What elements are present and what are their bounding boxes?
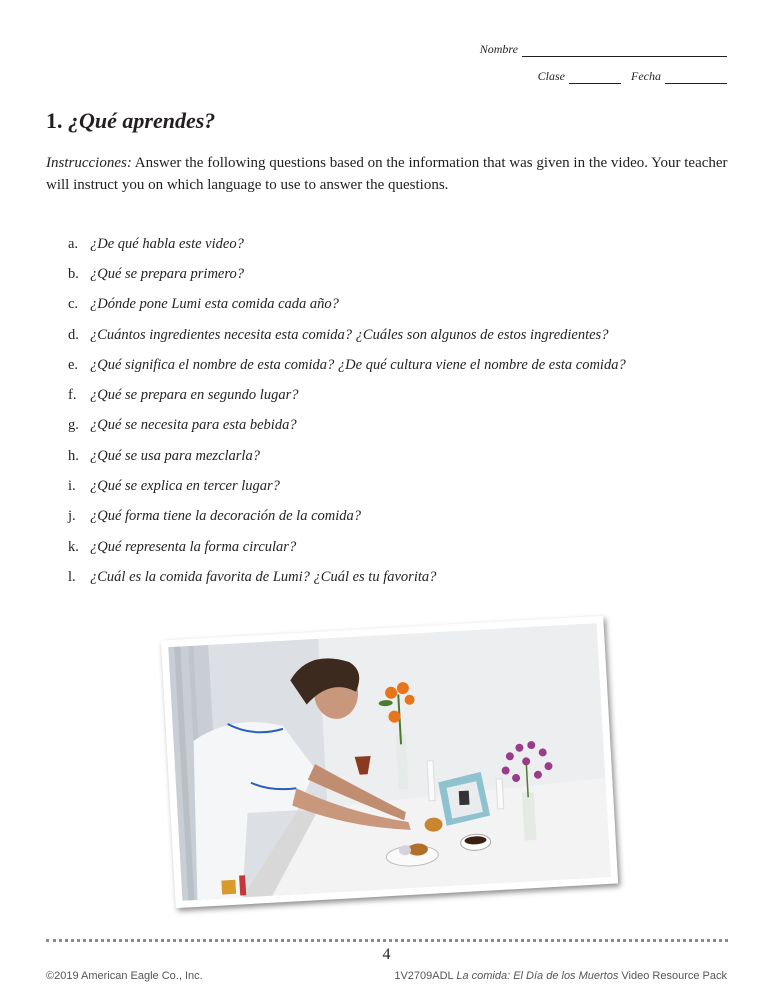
altar-photo-illustration [168, 623, 611, 901]
question-text: ¿De qué habla este video? [90, 235, 244, 252]
question-text: ¿Cuál es la comida favorita de Lumi? ¿Cuál es tu favorita? [90, 568, 437, 585]
question-item [68, 350, 748, 380]
question-letter: i. [68, 478, 76, 495]
question-text: ¿Qué se prepara en segundo lugar? [90, 387, 299, 404]
product-code: 1V2709ADL [394, 970, 457, 982]
page-number: 4 [382, 946, 391, 963]
question-text: ¿Cuántos ingredientes necesita esta comida? ¿Cuáles son algunos de estos ingredientes? [90, 326, 609, 343]
question-letter: f. [68, 387, 77, 404]
question-item [68, 441, 748, 471]
question-item [68, 380, 748, 410]
question-text: ¿Qué se usa para mezclarla? [90, 447, 260, 464]
question-letter: l. [68, 568, 76, 585]
date-label: Fecha [631, 69, 661, 83]
question-text: ¿Qué se necesita para esta bebida? [90, 417, 297, 434]
altar-photo [168, 623, 611, 901]
question-text: ¿Qué forma tiene la decoración de la comida? [90, 508, 362, 525]
question-item [68, 259, 748, 289]
question-text: ¿Qué se explica en tercer lugar? [90, 478, 280, 495]
question-text: ¿Qué significa el nombre de esta comida? ¿De qué cultura viene el nombre de esta comida? [90, 356, 626, 373]
question-item [68, 562, 748, 592]
class-blank[interactable] [569, 71, 621, 84]
question-letter: c. [68, 296, 79, 313]
footer-divider [46, 939, 728, 942]
question-text: ¿Dónde pone Lumi esta comida cada año? [90, 296, 339, 313]
question-letter: b. [68, 265, 79, 282]
photo-frame [161, 616, 618, 908]
question-item [68, 320, 748, 350]
product-line [394, 970, 727, 982]
section-title-text: ¿Qué aprendes? [68, 108, 216, 133]
question-item [68, 471, 748, 501]
question-letter: d. [68, 326, 79, 343]
instructions [46, 152, 736, 196]
question-letter: g. [68, 417, 79, 434]
product-title: La comida: El Día de los Muertos [456, 970, 619, 982]
class-label: Clase [537, 69, 566, 83]
section-title [46, 108, 215, 134]
question-item [68, 290, 748, 320]
instructions-label: Instrucciones: [46, 155, 132, 171]
question-letter: h. [68, 447, 79, 464]
product-suffix: Video Resource Pack [618, 970, 727, 982]
question-text: ¿Qué se prepara primero? [90, 265, 244, 282]
question-item [68, 502, 748, 532]
question-letter: a. [68, 235, 79, 252]
section-number: 1. [46, 108, 63, 133]
name-field-row [427, 42, 727, 57]
question-list [68, 229, 748, 593]
copyright: ©2019 American Eagle Co., Inc. [46, 970, 203, 982]
class-date-row [427, 69, 727, 84]
question-item [68, 411, 748, 441]
question-item [68, 532, 748, 562]
question-letter: e. [68, 356, 79, 373]
date-blank[interactable] [665, 71, 727, 84]
question-letter: k. [68, 538, 79, 555]
question-item [68, 229, 748, 259]
header-fields [427, 42, 727, 96]
question-letter: j. [68, 508, 76, 525]
instructions-text: Answer the following questions based on the information that was given in the video. Your teacher will instruct you on which language to use to answer the questions. [46, 155, 728, 193]
name-blank[interactable] [522, 44, 727, 57]
name-label: Nombre [479, 42, 518, 56]
question-text: ¿Qué representa la forma circular? [90, 538, 297, 555]
